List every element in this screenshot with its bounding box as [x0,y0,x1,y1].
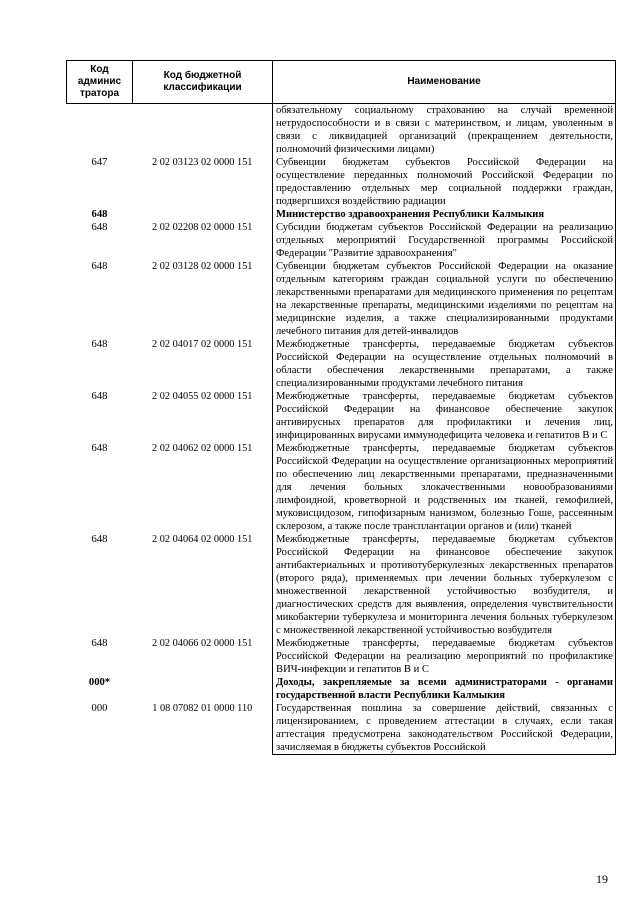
budget-code-cell: 2 02 02208 02 0000 151 [152,222,253,233]
name-cell: Межбюджетные трансферты, передаваемые бюджетам субъектов Российской Федерации на осуществление отдельных полномочий в области обеспечения лекарственными препаратами, а также специализированными продуктами лечебного питания [273,338,616,390]
budget-code-cell: 2 02 03128 02 0000 151 [152,261,253,272]
table-row [67,260,616,338]
admin-code-cell: 648 [91,443,108,454]
admin-code-cell: 648 [91,222,108,233]
page-number: 19 [596,872,608,886]
name-cell: Межбюджетные трансферты, передаваемые бюджетам субъектов Российской Федерации на осуществление организационных мероприятий по обеспечению лиц лекарственными препаратами, предназначенными для лечения больных злокачественными новообразованиями лимфоидной, кроветворной и родственных им тканей, гемофилией, муковисцидозом, гипофизарным нанизмом, болезнью Гоше, рассеянным склерозом, а также после трансплантации органов и (или) тканей [273,442,616,533]
admin-code-cell: 648 [91,638,108,649]
budget-code-cell: 2 02 03123 02 0000 151 [152,157,253,168]
header-name: Наименование [273,61,616,104]
name-cell: Доходы, закрепляемые за всеми администраторами - органами государственной власти Республики Калмыкия [273,676,616,702]
header-admin-code: Код админис тратора [67,61,133,104]
budget-code-cell: 2 02 04066 02 0000 151 [152,638,253,649]
admin-code-cell: 648 [91,391,108,402]
table-header-row [67,61,616,104]
name-cell: Министерство здравоохранения Республики Калмыкия [273,208,616,221]
table-row [67,338,616,390]
table-row [67,221,616,260]
budget-classification-table-page [66,60,615,755]
budget-code-cell [133,676,273,702]
budget-code-cell: 2 02 04055 02 0000 151 [152,391,253,402]
name-cell: Субвенции бюджетам субъектов Российской Федерации на оказание отдельным категориям граждан социальной услуги по обеспечению лекарственными препаратами для медицинского применения по рецептам на лекарственные препараты, медицинскими изделиями по рецептам на медицинские изделия, а также специализированными продуктами лечебного питания для детей-инвалидов [273,260,616,338]
admin-code-cell: 647 [91,157,108,168]
budget-code-cell [133,104,273,157]
name-cell: обязательному социальному страхованию на случай временной нетрудоспособности и в связи с материнством, и лицам, уволенным в связи с ликвидацией организаций (прекращением деятельности, полномочий физическими лицами) [273,104,616,157]
admin-code-cell: 000 [91,703,108,714]
table-row [67,104,616,157]
revenue-administrators-table [66,60,616,755]
table-row [67,533,616,637]
admin-code-cell: 648 [91,261,108,272]
admin-code-cell: 648 [91,534,108,545]
admin-code-cell: 648 [91,209,108,220]
table-row [67,208,616,221]
header-budget-code: Код бюджетной классификации [133,61,273,104]
table-row [67,156,616,208]
table-row [67,637,616,676]
table-row [67,390,616,442]
table-row [67,442,616,533]
admin-code-cell [67,104,133,157]
name-cell: Межбюджетные трансферты, передаваемые бюджетам субъектов Российской Федерации на реализацию мероприятий по профилактике ВИЧ-инфекции и гепатитов B и C [273,637,616,676]
budget-code-cell [133,208,273,221]
table-row [67,676,616,702]
table-row [67,702,616,755]
budget-code-cell: 2 02 04064 02 0000 151 [152,534,253,545]
name-cell: Межбюджетные трансферты, передаваемые бюджетам субъектов Российской Федерации на финансовое обеспечение закупок антивирусных препаратов для профилактики и лечения лиц, инфицированных вирусами иммунодефицита человека и гепатитов B и C [273,390,616,442]
budget-code-cell: 1 08 07082 01 0000 110 [152,703,253,714]
name-cell: Субвенции бюджетам субъектов Российской Федерации на осуществление переданных полномочий Российской Федерации по предоставлению отдельных мер социальной поддержки граждан, подвергшихся воздействию радиации [273,156,616,208]
name-cell: Субсидии бюджетам субъектов Российской Федерации на реализацию отдельных мероприятий Государственной программы Российской Федерации "Развитие здравоохранения" [273,221,616,260]
budget-code-cell: 2 02 04062 02 0000 151 [152,443,253,454]
budget-code-cell: 2 02 04017 02 0000 151 [152,339,253,350]
name-cell: Межбюджетные трансферты, передаваемые бюджетам субъектов Российской Федерации на финансовое обеспечение закупок антибактериальных и противотуберкулезных лекарственных препаратов (второго ряда), применяемых при лечении больных туберкулезом с множественной лекарственной устойчивостью возбудителя, и диагностических средств для выявления, определения чувствительности микобактерии туберкулеза и мониторинга лечения больных туберкулезом с множественной лекарственной устойчивостью возбудителя [273,533,616,637]
admin-code-cell: 648 [91,339,108,350]
admin-code-cell: 000* [88,677,111,688]
name-cell: Государственная пошлина за совершение действий, связанных с лицензированием, с проведением аттестации в случаях, если такая аттестация предусмотрена законодательством Российской Федерации, зачисляемая в бюджеты субъектов Российской [273,702,616,755]
